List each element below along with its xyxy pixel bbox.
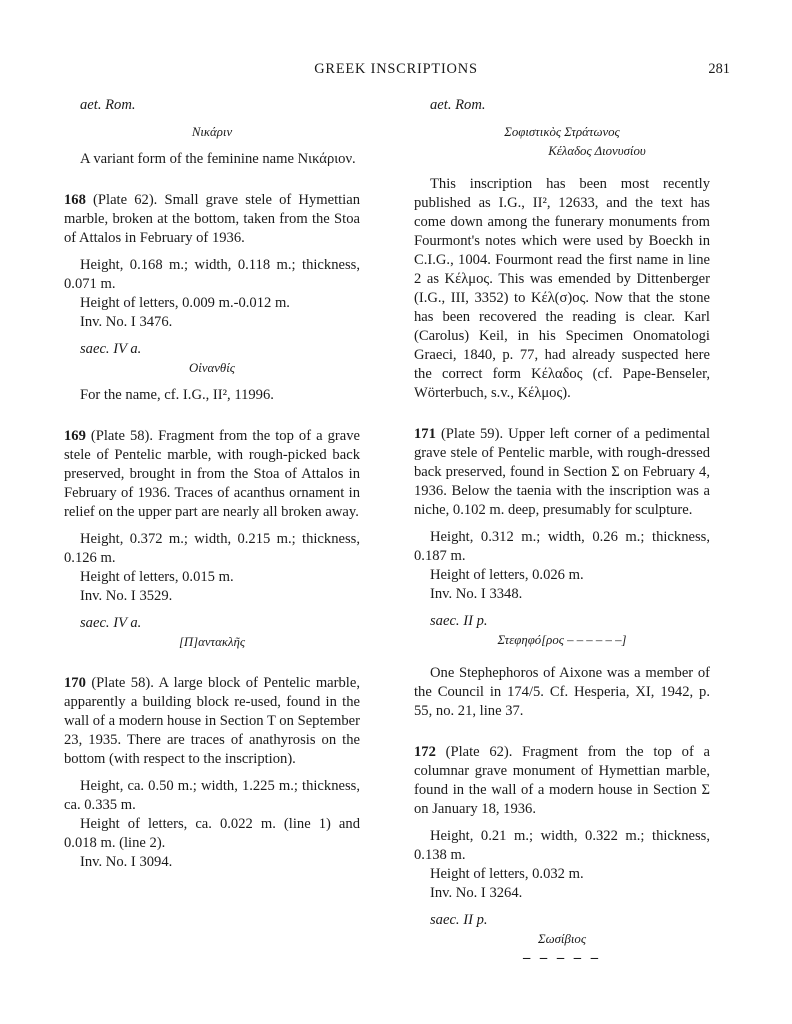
entry-170-dimensions: Height, ca. 0.50 m.; width, 1.225 m.; thickness, ca. 0.335 m. <box>64 778 360 813</box>
entry-170-inscription-line-2: Κέλαδος Διονυσίου <box>548 144 646 158</box>
entry-170-inscription-line-1: Σοφιστικὸς Στράτωνος <box>504 125 620 139</box>
entry-169-description: 169 (Plate 58). Fragment from the top of a grave stele of Pentelic marble, with rough-picked back preserved, brought in from the Stoa of Attalos in February of 1936. Traces of acanthus ornament in relief on the upper part are nearly all broken away. <box>64 428 360 520</box>
entry-170-inventory: Inv. No. I 3094. <box>80 854 173 870</box>
entry-172-date: saec. II p. <box>430 912 488 928</box>
entry-167-inscription: Νικάριν <box>191 125 233 139</box>
entry-170-description: 170 (Plate 58). A large block of Pentelic marble, apparently a building block re-used, found in the wall of a modern house in Section T on September 23, 1935. There are traces of anathyrosis on the bottom (with respect to the inscription). <box>64 675 360 767</box>
entry-171-dimensions: Height, 0.312 m.; width, 0.26 m.; thickness, 0.187 m. <box>414 529 710 564</box>
entry-168-number: 168 <box>64 192 86 208</box>
page-number: 281 <box>708 61 730 77</box>
entry-170-date: aet. Rom. <box>430 97 486 113</box>
entry-169-letter-height: Height of letters, 0.015 m. <box>80 569 234 585</box>
entry-169-date: saec. IV a. <box>80 615 142 631</box>
entry-168-description: 168 (Plate 62). Small grave stele of Hymettian marble, broken at the bottom, taken from the Stoa of Attalos in February of 1936. <box>64 192 361 246</box>
entry-169-dimensions: Height, 0.372 m.; width, 0.215 m.; thickness, 0.126 m. <box>64 531 360 566</box>
entry-168-note: For the name, cf. I.G., II², 11996. <box>80 387 274 403</box>
entry-170-commentary: This inscription has been most recently published as I.G., II², 12633, and the text has come down among the funerary monuments from Fourmont's notes which were used by Boeckh in C.I.G., 1004. Fourmont read the first name in line 2 as Κέλμος. This was emended by Dittenberger (I.G., III, 3352) to Κέλ(σ)ος. Now that the stone has been recovered the reading is clear. Karl (Carolus) Keil, in his Specimen Onomatologi Graeci, 1840, p. 77, had already suspected here the correct form Κέλαδος (cf. Pape-Benseler, Wörterbuch, s.v., Κέλμος). <box>414 176 710 401</box>
entry-169-inscription: [Π]αντακλῆς <box>178 635 246 649</box>
running-title: GREEK INSCRIPTIONS <box>314 61 478 77</box>
entry-172-letter-height: Height of letters, 0.032 m. <box>430 866 584 882</box>
entry-168-inventory: Inv. No. I 3476. <box>80 314 173 330</box>
entry-172-description: 172 (Plate 62). Fragment from the top of a columnar grave monument of Hymettian marble, found in the wall of a modern house in Section Σ on January 18, 1936. <box>414 744 710 817</box>
entry-172-lacuna: – – – – – <box>522 950 602 966</box>
entry-167-date: aet. Rom. <box>80 97 136 113</box>
right-column <box>414 96 710 968</box>
entry-168-dimensions: Height, 0.168 m.; width, 0.118 m.; thickness, 0.071 m. <box>64 257 360 292</box>
entry-169-number: 169 <box>64 428 86 444</box>
entry-172-dimensions: Height, 0.21 m.; width, 0.322 m.; thickness, 0.138 m. <box>414 828 710 863</box>
entry-168-inscription: Οἰνανθίς <box>189 361 235 375</box>
entry-171-inventory: Inv. No. I 3348. <box>430 586 523 602</box>
left-column <box>64 96 360 872</box>
entry-170-number: 170 <box>64 675 86 691</box>
entry-172-number: 172 <box>414 744 436 760</box>
entry-172-inscription: Σωσίβιος <box>537 932 587 946</box>
entry-171-note: One Stephephoros of Aixone was a member of the Council in 174/5. Cf. Hesperia, XI, 1942, p. 55, no. 21, line 37. <box>414 665 710 719</box>
entry-171-letter-height: Height of letters, 0.026 m. <box>430 567 584 583</box>
entry-170-letter-height: Height of letters, ca. 0.022 m. (line 1) and 0.018 m. (line 2). <box>64 816 360 851</box>
entry-168-date: saec. IV a. <box>80 341 142 357</box>
entry-171-inscription: Στεφηφό[ρος – – – – – –] <box>497 633 627 647</box>
entry-171-number: 171 <box>414 426 436 442</box>
entry-167-note: A variant form of the feminine name Νικάριον. <box>80 151 356 167</box>
entry-172-inventory: Inv. No. I 3264. <box>430 885 523 901</box>
entry-171-description: 171 (Plate 59). Upper left corner of a pedimental grave stele of Pentelic marble, with rough-dressed back preserved, found in Section Σ on February 4, 1936. Below the taenia with the inscription was a niche, 0.102 m. deep, presumably for sculpture. <box>414 426 710 518</box>
entry-168-letter-height: Height of letters, 0.009 m.-0.012 m. <box>80 295 290 311</box>
entry-171-date: saec. II p. <box>430 613 488 629</box>
entry-169-inventory: Inv. No. I 3529. <box>80 588 173 604</box>
